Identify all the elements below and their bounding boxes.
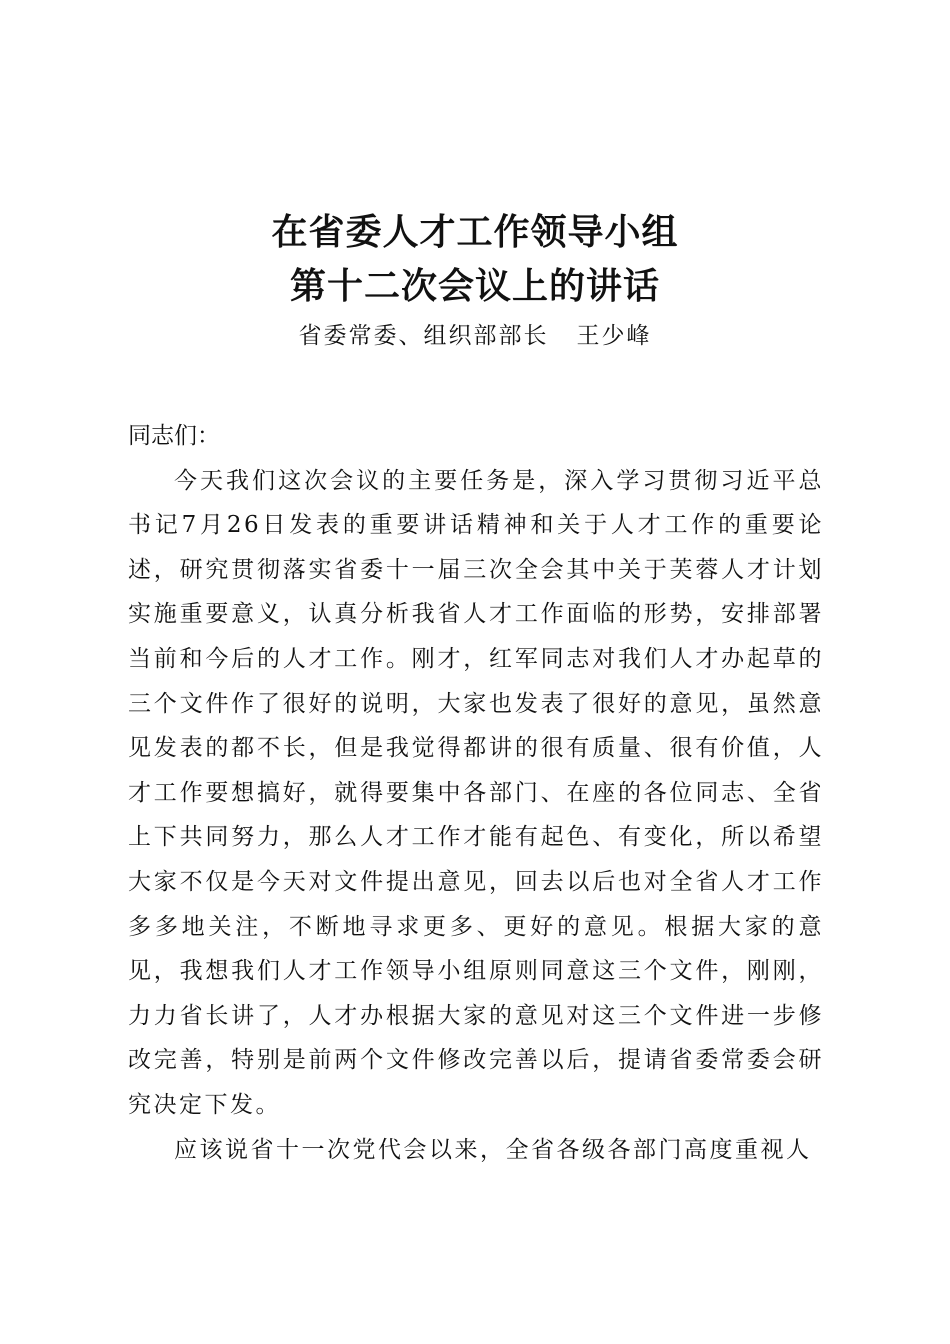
author-position: 省委常委、组织部部长 <box>298 323 549 349</box>
body-paragraph-1: 今天我们这次会议的主要任务是，深入学习贯彻习近平总书记7月26日发表的重要讲话精神和关于人才工作的重要论述，研究贯彻落实省委十一届三次全会其中关于芙蓉人才计划实施重要意义，认真分析我省人才工作面临的形势，安排部署当前和今后的人才工作。刚才，红军同志对我们人才办起草的三个文件作了很好的说明，大家也发表了很好的意见，虽然意见发表的都不长，但是我觉得都讲的很有质量、很有价值，人才工作要想搞好，就得要集中各部门、在座的各位同志、全省上下共同努力，那么人才工作才能有起色、有变化，所以希望大家不仅是今天对文件提出意见，回去以后也对全省人才工作多多地关注，不断地寻求更多、更好的意见。根据大家的意见，我想我们人才工作领导小组原则同意这三个文件，刚刚，力力省长讲了，人才办根据大家的意见对这三个文件进一步修改完善，特别是前两个文件修改完善以后，提请省委常委会研究决定下发。 <box>128 467 824 1118</box>
author-name: 王少峰 <box>576 323 652 349</box>
salutation: 同志们： <box>128 423 220 449</box>
author-byline <box>0 319 950 353</box>
document-title-line-2: 第十二次会议上的讲话 <box>289 265 660 307</box>
document-body <box>128 414 824 1172</box>
document-title-line-1: 在省委人才工作领导小组 <box>271 211 679 253</box>
body-paragraph-2: 应该说省十一次党代会以来，全省各级各部门高度重视人 <box>174 1136 812 1163</box>
title-block <box>0 205 950 353</box>
